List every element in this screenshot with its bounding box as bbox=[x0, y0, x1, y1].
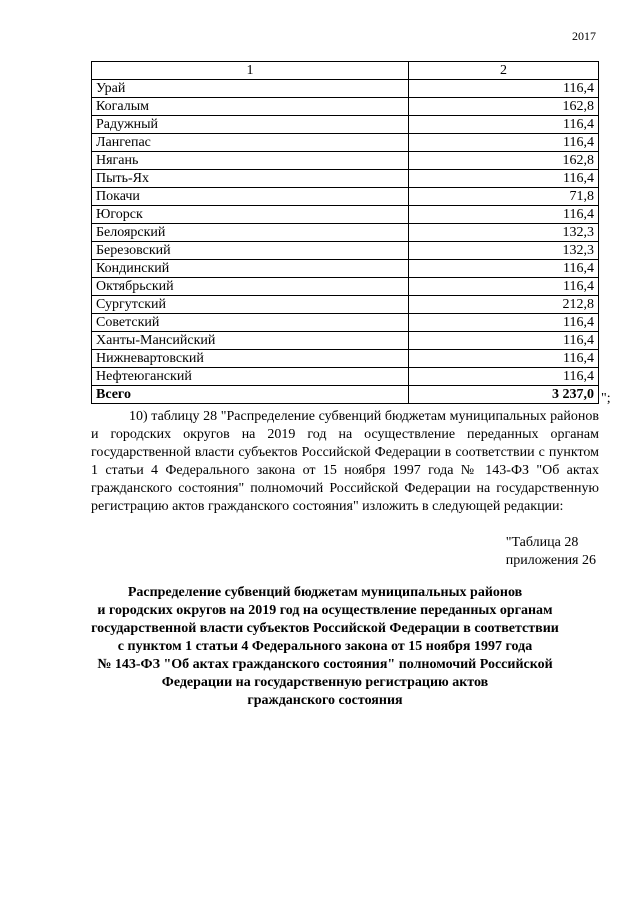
subvention-amount: 132,3 bbox=[409, 224, 599, 242]
amendment-paragraph bbox=[91, 408, 599, 516]
caption-line-1: "Таблица 28 bbox=[505, 535, 579, 550]
page-number: 2017 bbox=[572, 29, 596, 43]
table-row bbox=[92, 332, 599, 350]
table-row bbox=[92, 116, 599, 134]
municipality-name: Нефтеюганский bbox=[92, 368, 409, 386]
total-label: Всего bbox=[92, 386, 409, 404]
municipality-name: Нижневартовский bbox=[92, 350, 409, 368]
heading-line: и городских округов на 2019 год на осуществление переданных органам bbox=[97, 603, 553, 618]
table-row bbox=[92, 170, 599, 188]
subvention-amount: 116,4 bbox=[409, 170, 599, 188]
table-row bbox=[92, 152, 599, 170]
table-row bbox=[92, 368, 599, 386]
section-heading bbox=[80, 584, 570, 710]
table-row bbox=[92, 314, 599, 332]
municipality-name: Октябрьский bbox=[92, 278, 409, 296]
subvention-amount: 132,3 bbox=[409, 242, 599, 260]
subvention-amount: 116,4 bbox=[409, 278, 599, 296]
municipality-name: Березовский bbox=[92, 242, 409, 260]
subvention-amount: 116,4 bbox=[409, 350, 599, 368]
subvention-amount: 212,8 bbox=[409, 296, 599, 314]
municipality-name: Югорск bbox=[92, 206, 409, 224]
municipality-name: Советский bbox=[92, 314, 409, 332]
municipality-name: Когалым bbox=[92, 98, 409, 116]
column-header-2: 2 bbox=[409, 62, 599, 80]
subvention-amount: 116,4 bbox=[409, 314, 599, 332]
heading-line: гражданского состояния bbox=[247, 693, 403, 708]
municipality-name: Ханты-Мансийский bbox=[92, 332, 409, 350]
municipality-name: Сургутский bbox=[92, 296, 409, 314]
subvention-amount: 71,8 bbox=[409, 188, 599, 206]
municipality-name: Белоярский bbox=[92, 224, 409, 242]
heading-line: Распределение субвенций бюджетам муниципальных районов bbox=[127, 585, 523, 600]
subvention-amount: 116,4 bbox=[409, 116, 599, 134]
table-row bbox=[92, 206, 599, 224]
paragraph-text: 10) таблицу 28 "Распределение субвенций бюджетам муниципальных районов и городских округов на 2019 год на осуществление переданных органам государственной власти субъектов Российской Федерации в соответствии с пунктом 1 статьи 4 Федерального закона от 15 ноября 1997 года № 143-ФЗ "Об актах гражданского состояния" полномочий Российской Федерации на государственную регистрацию актов гражданского состояния" изложить в следующей редакции: bbox=[91, 409, 599, 514]
subvention-amount: 116,4 bbox=[409, 80, 599, 98]
subvention-table bbox=[91, 61, 599, 404]
subvention-amount: 116,4 bbox=[409, 368, 599, 386]
subvention-amount: 162,8 bbox=[409, 152, 599, 170]
municipality-name: Кондинский bbox=[92, 260, 409, 278]
table-row bbox=[92, 98, 599, 116]
table-caption bbox=[506, 534, 596, 570]
closing-quote: "; bbox=[601, 391, 611, 406]
municipality-name: Нягань bbox=[92, 152, 409, 170]
subvention-amount: 116,4 bbox=[409, 332, 599, 350]
table-row bbox=[92, 188, 599, 206]
table-row bbox=[92, 260, 599, 278]
subvention-amount: 116,4 bbox=[409, 260, 599, 278]
table-row bbox=[92, 296, 599, 314]
municipality-name: Урай bbox=[92, 80, 409, 98]
table-row bbox=[92, 134, 599, 152]
table-row bbox=[92, 80, 599, 98]
municipality-name: Лангепас bbox=[92, 134, 409, 152]
total-row bbox=[92, 386, 599, 404]
subvention-amount: 116,4 bbox=[409, 206, 599, 224]
table-row bbox=[92, 242, 599, 260]
subvention-amount: 116,4 bbox=[409, 134, 599, 152]
total-value: 3 237,0 bbox=[409, 386, 599, 404]
heading-line: Федерации на государственную регистрацию актов bbox=[161, 675, 489, 690]
table-body bbox=[92, 80, 599, 404]
table-row bbox=[92, 350, 599, 368]
subvention-amount: 162,8 bbox=[409, 98, 599, 116]
table-header-row bbox=[92, 62, 599, 80]
table-row bbox=[92, 278, 599, 296]
caption-line-2: приложения 26 bbox=[505, 553, 596, 568]
table-row bbox=[92, 224, 599, 242]
heading-line: № 143-ФЗ "Об актах гражданского состояния" полномочий Российской bbox=[97, 657, 553, 672]
municipality-name: Пыть-Ях bbox=[92, 170, 409, 188]
municipality-name: Радужный bbox=[92, 116, 409, 134]
municipality-name: Покачи bbox=[92, 188, 409, 206]
column-header-1: 1 bbox=[92, 62, 409, 80]
heading-line: государственной власти субъектов Российской Федерации в соответствии bbox=[91, 621, 559, 636]
heading-line: с пунктом 1 статьи 4 Федерального закона от 15 ноября 1997 года bbox=[117, 639, 533, 654]
